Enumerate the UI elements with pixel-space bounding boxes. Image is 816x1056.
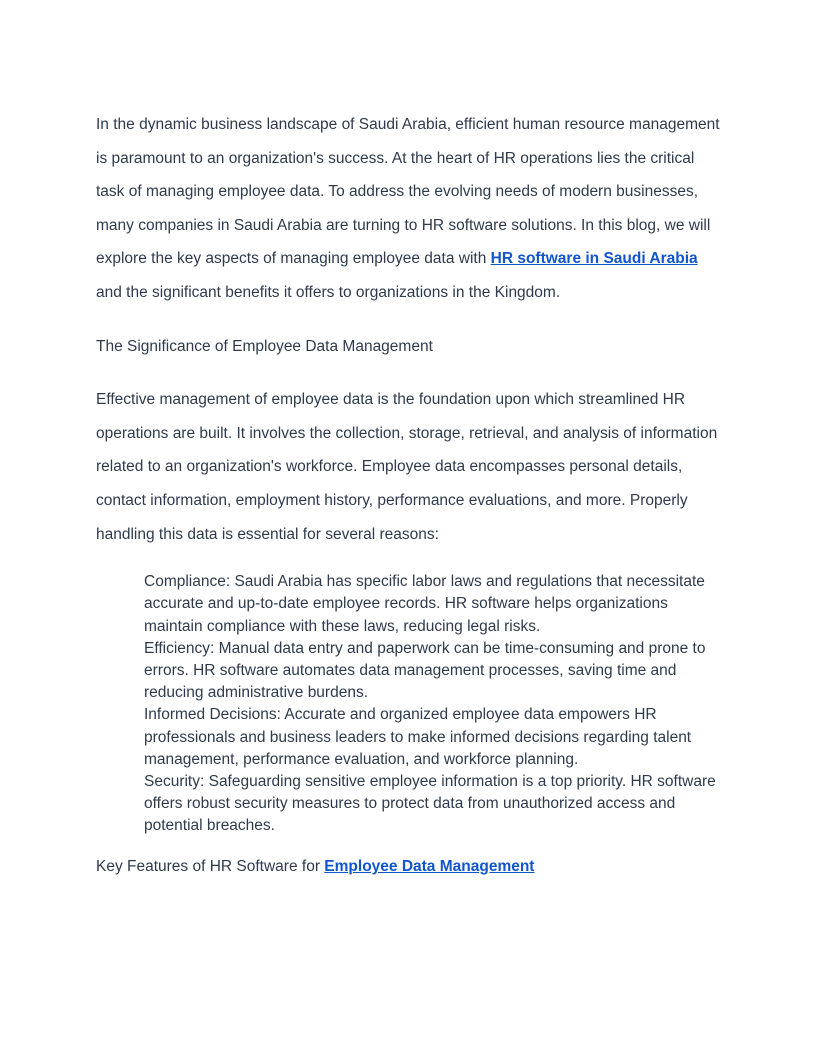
employee-data-management-link[interactable]: Employee Data Management [324,857,535,875]
hr-software-saudi-arabia-link[interactable]: HR software in Saudi Arabia [490,250,698,268]
intro-text-before-link: In the dynamic business landscape of Saudi Arabia, efficient human resource management is paramount to an organization's success. At the heart of HR operations lies the critical task of managing employee data. To address the evolving needs of modern businesses, many companies in Saudi Arabia are turning to HR software solutions. In this blog, we will explore the key aspects of managing employee data with [96,116,720,268]
reasons-list [144,571,726,837]
document-page [96,108,726,879]
body-paragraph: Effective management of employee data is the foundation upon which streamlined HR operations are built. It involves the collection, storage, retrieval, and analysis of information related to an organization's workforce. Employee data encompasses personal details, contact information, employment history, performance evaluations, and more. Properly handling this data is essential for several reasons: [96,391,718,543]
intro-paragraph [96,108,726,310]
reason-efficiency: Efficiency: Manual data entry and paperwork can be time-consuming and prone to errors. HR software automates data management processes, saving time and reducing administrative burdens. [144,639,706,702]
reason-security: Security: Safeguarding sensitive employee information is a top priority. HR software offers robust security measures to protect data from unauthorized access and potential breaches. [144,772,716,835]
features-heading-text: Key Features of HR Software for [96,857,325,875]
intro-text-after-link: and the significant benefits it offers to organizations in the Kingdom. [96,283,561,301]
reason-informed-decisions: Informed Decisions: Accurate and organized employee data empowers HR professionals and business leaders to make informed decisions regarding talent management, performance evaluation, and workforce planning. [144,706,692,768]
section-heading: The Significance of Employee Data Management [96,337,433,355]
reason-compliance: Compliance: Saudi Arabia has specific labor laws and regulations that necessitate accurate and up-to-date employee records. HR software helps organizations maintain compliance with these laws, reducing legal risks. [144,573,705,635]
features-heading [96,855,726,879]
